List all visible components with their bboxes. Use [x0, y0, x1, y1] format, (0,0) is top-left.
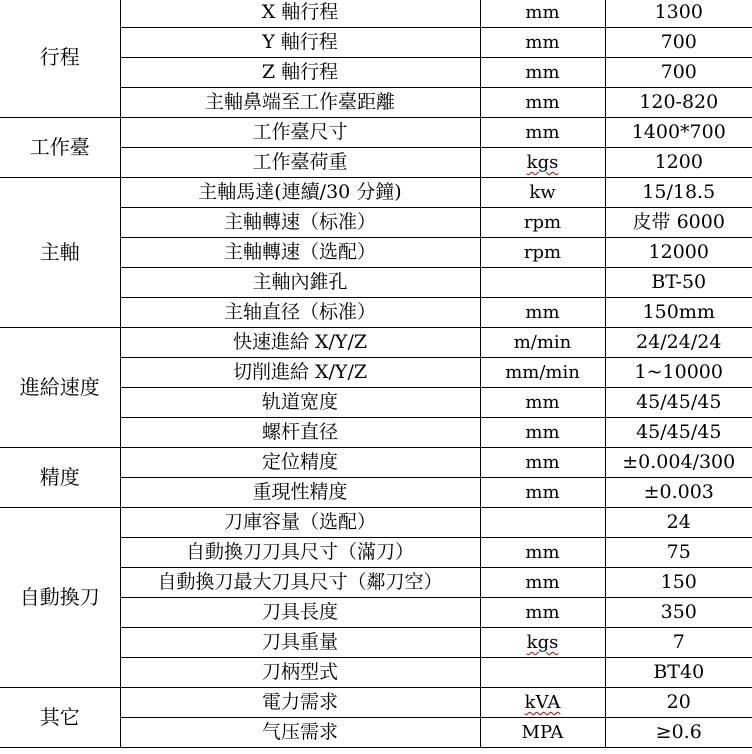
unit-cell: kVA [480, 688, 605, 718]
category-cell: 精度 [0, 448, 120, 508]
value-cell: 700 [605, 28, 752, 58]
value-cell: 12000 [605, 238, 752, 268]
unit-cell: mm/min [480, 358, 605, 388]
value-cell: 45/45/45 [605, 388, 752, 418]
value-cell: 150 [605, 568, 752, 598]
category-cell: 自動換刀 [0, 508, 120, 688]
item-cell: 工作臺尺寸 [120, 118, 480, 148]
value-cell: 7 [605, 628, 752, 658]
table-row [0, 688, 752, 718]
item-cell: 快速進給 X/Y/Z [120, 328, 480, 358]
category-cell: 主軸 [0, 178, 120, 328]
table-row [0, 0, 752, 28]
unit-cell: mm [480, 568, 605, 598]
item-cell: 气压需求 [120, 718, 480, 748]
category-cell: 工作臺 [0, 118, 120, 178]
item-cell: 工作臺荷重 [120, 148, 480, 178]
value-cell: 1400*700 [605, 118, 752, 148]
table-row [0, 118, 752, 148]
unit-cell: m/min [480, 328, 605, 358]
unit-cell: mm [480, 118, 605, 148]
value-cell: BT-50 [605, 268, 752, 298]
unit-cell: kw [480, 178, 605, 208]
value-cell: ±0.004/300 [605, 448, 752, 478]
item-cell: 切削進給 X/Y/Z [120, 358, 480, 388]
unit-cell: rpm [480, 238, 605, 268]
item-cell: 刀庫容量（选配） [120, 508, 480, 538]
unit-cell: mm [480, 418, 605, 448]
table-row [0, 508, 752, 538]
value-cell: 1~10000 [605, 358, 752, 388]
unit-cell [480, 268, 605, 298]
category-cell: 其它 [0, 688, 120, 748]
unit-cell: mm [480, 538, 605, 568]
unit-cell: kgs [480, 628, 605, 658]
item-cell: 自動換刀刀具尺寸（滿刀） [120, 538, 480, 568]
item-cell: 轨道宽度 [120, 388, 480, 418]
value-cell: 24 [605, 508, 752, 538]
item-cell: 主軸轉速（选配） [120, 238, 480, 268]
item-cell: 重現性精度 [120, 478, 480, 508]
unit-cell [480, 658, 605, 688]
unit-cell: mm [480, 0, 605, 28]
item-cell: 刀柄型式 [120, 658, 480, 688]
unit-cell: rpm [480, 208, 605, 238]
table-row [0, 178, 752, 208]
unit-cell: mm [480, 298, 605, 328]
table-row [0, 328, 752, 358]
table-row [0, 448, 752, 478]
item-cell: Y 軸行程 [120, 28, 480, 58]
item-cell: 自動換刀最大刀具尺寸（鄰刀空） [120, 568, 480, 598]
item-cell: 刀具長度 [120, 598, 480, 628]
value-cell: 1300 [605, 0, 752, 28]
item-cell: 主軸轉速（标准） [120, 208, 480, 238]
item-cell: 定位精度 [120, 448, 480, 478]
value-cell: 皮带 6000 [605, 208, 752, 238]
unit-cell: mm [480, 598, 605, 628]
item-cell: 主轴直径（标准） [120, 298, 480, 328]
unit-cell: mm [480, 448, 605, 478]
value-cell: ≥0.6 [605, 718, 752, 748]
value-cell: 350 [605, 598, 752, 628]
item-cell: X 軸行程 [120, 0, 480, 28]
category-cell: 進給速度 [0, 328, 120, 448]
unit-cell: mm [480, 88, 605, 118]
item-cell: 螺杆直径 [120, 418, 480, 448]
unit-cell: mm [480, 478, 605, 508]
item-cell: 刀具重量 [120, 628, 480, 658]
value-cell: 120-820 [605, 88, 752, 118]
item-cell: 電力需求 [120, 688, 480, 718]
item-cell: 主軸內錐孔 [120, 268, 480, 298]
value-cell: 15/18.5 [605, 178, 752, 208]
unit-cell: mm [480, 388, 605, 418]
value-cell: ±0.003 [605, 478, 752, 508]
unit-cell [480, 508, 605, 538]
unit-cell: mm [480, 58, 605, 88]
value-cell: 75 [605, 538, 752, 568]
item-cell: 主軸馬達(連續/30 分鐘) [120, 178, 480, 208]
value-cell: 24/24/24 [605, 328, 752, 358]
item-cell: Z 軸行程 [120, 58, 480, 88]
item-cell: 主軸鼻端至工作臺距離 [120, 88, 480, 118]
category-cell: 行程 [0, 0, 120, 118]
unit-cell: mm [480, 28, 605, 58]
value-cell: 150mm [605, 298, 752, 328]
value-cell: 700 [605, 58, 752, 88]
unit-cell: MPA [480, 718, 605, 748]
value-cell: 20 [605, 688, 752, 718]
value-cell: 45/45/45 [605, 418, 752, 448]
unit-cell: kgs [480, 148, 605, 178]
value-cell: 1200 [605, 148, 752, 178]
value-cell: BT40 [605, 658, 752, 688]
